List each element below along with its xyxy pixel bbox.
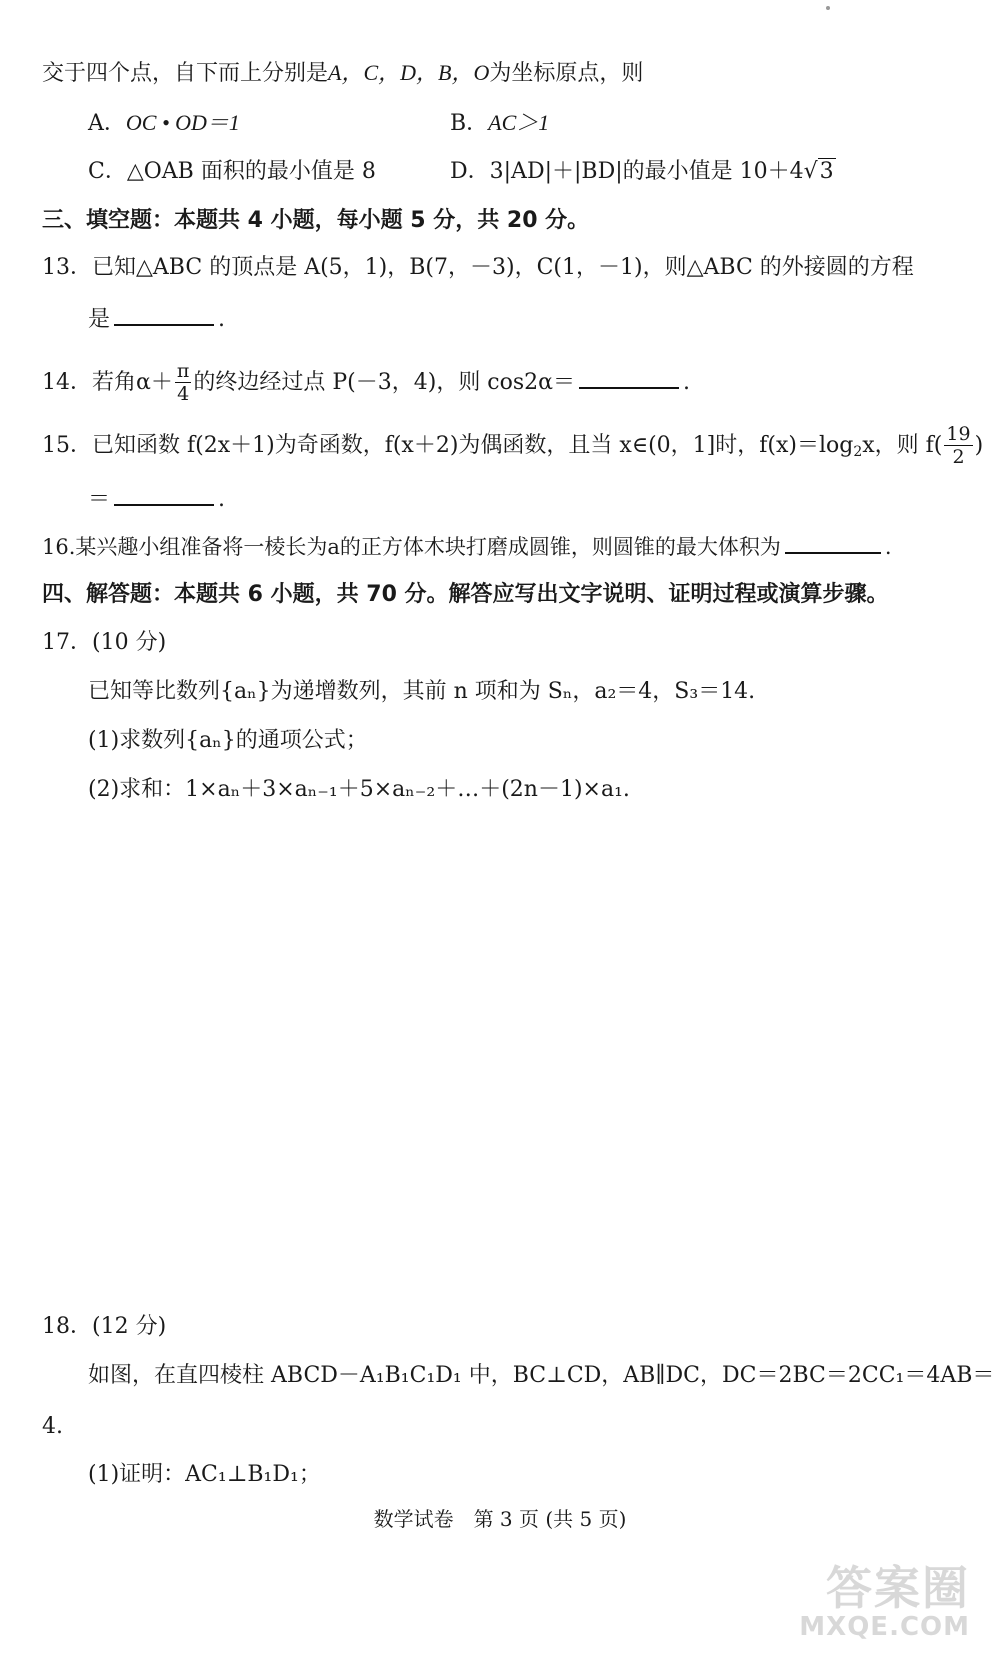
page-footer: 数学试卷 第 3 页 (共 5 页): [373, 1507, 627, 1531]
q12-option-d: D．3|AD|＋|BD|的最小值是 10＋4√3: [450, 157, 836, 187]
answer-blank: [785, 532, 881, 554]
fraction: $\frac{\pi}{4}$: [176, 360, 190, 405]
answer-blank: [114, 304, 214, 326]
q18-header: 18．(12 分): [42, 1314, 167, 1339]
q12-option-a: A．OC • OD＝1: [88, 110, 240, 136]
q12-stem-tail: 交于四个点，自下而上分别是A，C，D，B，O为坐标原点，则: [42, 60, 644, 86]
answer-blank: [579, 367, 679, 389]
q15-line1: 15．已知函数 f(2x＋1)为奇函数，f(x＋2)为偶函数，且当 x∈(0，1]时，$f(x)=\log_2x$，则 f( $\frac{19}{2}$ ): [42, 423, 984, 468]
section-3-title: 三、填空题：本题共 4 小题，每小题 5 分，共 20 分。: [42, 208, 590, 233]
q14: 14．若角α＋ $\frac{\pi}{4}$ 的终边经过点 P(－3，4)，则 cos2α＝ .: [42, 360, 691, 405]
q13-line2: 是 .: [88, 304, 225, 335]
q13-line1: 13．已知△ABC 的顶点是 A(5，1)，B(7，－3)，C(1，－1)，则△ABC 的外接圆的方程: [42, 255, 914, 280]
q18-part1: (1)证明：AC₁⊥B₁D₁；: [88, 1462, 321, 1487]
fraction: $\frac{19}{2}$: [946, 423, 971, 468]
q17-part2: (2)求和：1×aₙ＋3×aₙ₋₁＋5×aₙ₋₂＋…＋(2n－1)×a₁.: [88, 777, 630, 802]
q12-option-c: C．△OAB 面积的最小值是 8: [88, 159, 376, 184]
answer-blank: [114, 484, 214, 506]
q17-part1: (1)求数列{aₙ}的通项公式；: [88, 728, 368, 753]
q15-line2: ＝ .: [88, 484, 225, 515]
q18-stem-line2: 4.: [42, 1414, 63, 1439]
q16: 16.某兴趣小组准备将一棱长为a的正方体木块打磨成圆锥，则圆锥的最大体积为 .: [42, 532, 892, 562]
scan-dot: [826, 6, 830, 10]
q17-stem: 已知等比数列{aₙ}为递增数列，其前 n 项和为 Sₙ，a₂＝4，S₃＝14.: [88, 679, 756, 704]
q17-header: 17．(10 分): [42, 630, 167, 655]
watermark-logo: 答案圈 MXQE.COM: [799, 1561, 970, 1642]
section-4-title: 四、解答题：本题共 6 小题，共 70 分。解答应写出文字说明、证明过程或演算步骤。: [42, 582, 889, 607]
q18-stem-line1: 如图，在直四棱柱 ABCD－A₁B₁C₁D₁ 中，BC⊥CD，AB∥DC，DC＝2BC＝2CC₁＝4AB＝: [88, 1363, 995, 1388]
sqrt-symbol: √3: [803, 159, 834, 184]
q12-option-b: B．AC＞1: [450, 110, 550, 136]
